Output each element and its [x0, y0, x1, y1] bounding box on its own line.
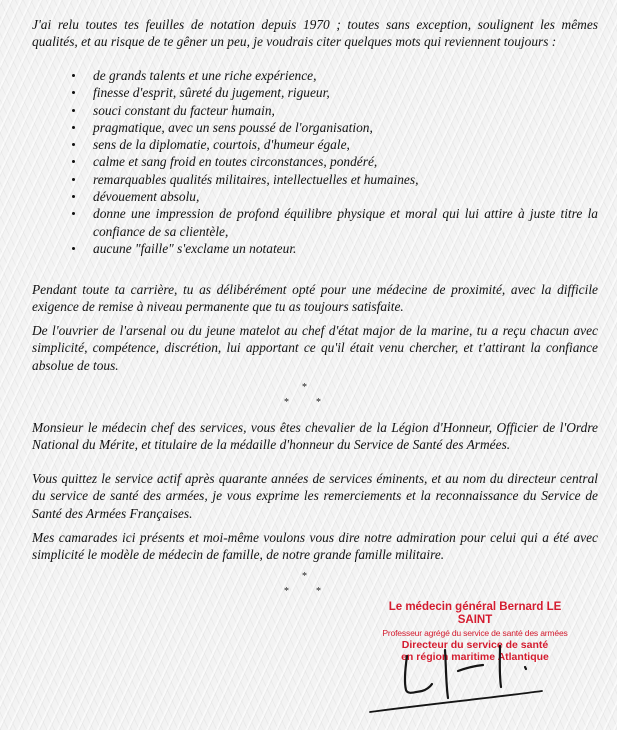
signature-stroke — [445, 650, 448, 698]
list-item-text: de grands talents et une riche expérience, — [93, 68, 317, 83]
list-item — [0, 240, 598, 257]
bullet-icon — [72, 109, 75, 112]
star-icon: * — [316, 586, 321, 597]
bullet-icon — [72, 74, 75, 77]
list-item — [0, 67, 598, 84]
star-icon: * — [316, 397, 321, 408]
signature-stroke — [500, 646, 501, 687]
list-item — [0, 188, 598, 205]
bullet-icon — [72, 143, 75, 146]
list-item-text: dévouement absolu, — [93, 189, 200, 205]
list-item — [0, 136, 598, 153]
thanks-paragraph: Vous quittez le service actif après quarante années de services éminents, et au nom du directeur central du service de santé des armées, je vous exprime les remerciements et la reconnaissance du Service de Santé des Armées Françaises. — [32, 471, 598, 521]
list-item — [0, 205, 598, 240]
star-icon: * — [302, 382, 307, 393]
list-item-text: aucune "faille" s'exclame un notateur. — [93, 240, 297, 256]
list-item-text: finesse d'esprit, sûreté du jugement, rigueur, — [93, 85, 330, 101]
bullet-icon — [72, 91, 75, 94]
star-icon: * — [284, 397, 289, 408]
star-icon: * — [284, 586, 289, 597]
admiration-paragraph: Mes camarades ici présents et moi-même voulons vous dire notre admiration pour celui qui a été avec simplicité le modèle de médecin de famille, de notre grande famille militaire. — [32, 530, 598, 563]
section-separator — [279, 572, 339, 598]
signatory-name: Le médecin général Bernard LE SAINT — [388, 601, 562, 626]
list-item-text: remarquables qualités militaires, intellectuelles et humaines, — [93, 171, 419, 187]
list-item — [0, 119, 598, 136]
signatory-region: en région maritime Atlantique — [401, 651, 549, 663]
list-item — [0, 171, 598, 188]
signatory-title: Professeur agrégé du service de santé des armées — [382, 628, 568, 638]
career-paragraph: Pendant toute ta carrière, tu as délibérément opté pour une médecine de proximité, avec la difficile exigence de remise à niveau permanente que tu as toujours satisfaite. — [32, 282, 598, 315]
signature-stroke — [525, 667, 526, 669]
list-item — [0, 153, 598, 170]
list-item-text: souci constant du facteur humain, — [93, 102, 275, 118]
section-separator — [279, 383, 339, 409]
bullet-icon — [72, 212, 75, 215]
signature-stroke — [458, 665, 483, 671]
list-item — [0, 84, 598, 101]
bullet-icon — [72, 178, 75, 181]
list-item — [0, 102, 598, 119]
arsenal-paragraph: De l'ouvrier de l'arsenal ou du jeune matelot au chef d'état major de la marine, tu a reçu chacun avec simplicité, compétence, discrétion, lui apportant ce qu'il était venu chercher, et t'attirant la confiance absolue de tous. — [32, 323, 598, 373]
star-icon: * — [302, 571, 307, 582]
list-item-text: sens de la diplomatie, courtois, d'humeur égale, — [93, 137, 350, 153]
list-item-text: calme et sang froid en toutes circonstances, pondéré, — [93, 154, 378, 170]
handwritten-signature — [360, 640, 617, 730]
bullet-icon — [72, 247, 75, 250]
intro-paragraph: J'ai relu toutes tes feuilles de notation depuis 1970 ; toutes sans exception, soulignent les mêmes qualités, et au risque de te gêner un peu, je voudrais citer quelques mots qui reviennent toujours : — [32, 17, 598, 50]
honours-paragraph: Monsieur le médecin chef des services, vous êtes chevalier de la Légion d'Honneur, Officier de l'Ordre National du Mérite, et titulaire de la médaille d'honneur du Service de Santé des Armées. — [32, 420, 598, 453]
signature-stroke — [405, 656, 432, 693]
list-item-text: pragmatique, avec un sens poussé de l'organisation, — [93, 119, 373, 135]
bullet-icon — [72, 160, 75, 163]
signatory-role: Directeur du service de santé — [401, 639, 549, 651]
bullet-icon — [72, 126, 75, 129]
signature-stroke — [370, 691, 542, 712]
list-item-text: donne une impression de profond équilibre physique et moral qui lui attire à juste titre la confiance de sa clientèle, — [93, 206, 598, 239]
bullet-icon — [72, 195, 75, 198]
qualities-list — [0, 67, 617, 257]
